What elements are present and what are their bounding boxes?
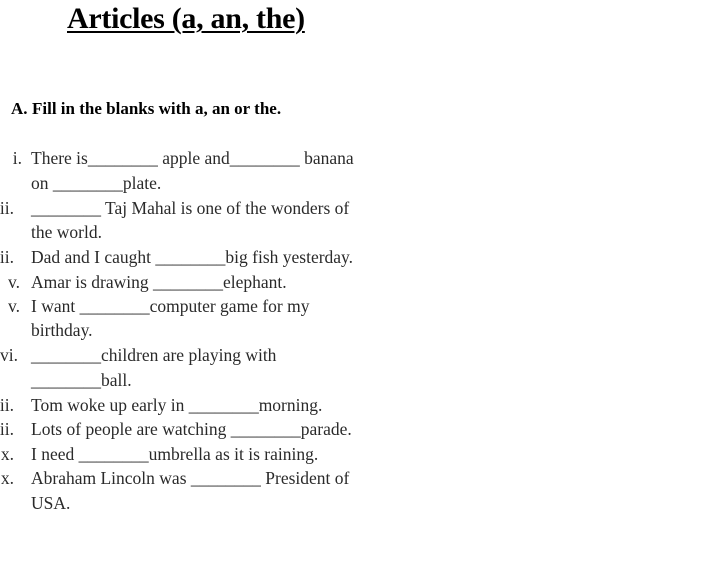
question-text: ________ Taj Mahal is one of the wonders of [31, 198, 350, 218]
question-text: Lots of people are watching ________parade. [31, 419, 352, 439]
section-letter: A. [11, 99, 28, 118]
question-number: ii. [0, 419, 14, 439]
question-number: v. [8, 272, 20, 292]
question-number: x. [0, 444, 14, 464]
section-instruction [11, 99, 281, 119]
question-number: ii. [0, 198, 14, 218]
question-text: Abraham Lincoln was ________ President of [31, 468, 350, 488]
page-title: Articles (a, an, the) [67, 2, 305, 35]
question-number: ii. [0, 395, 14, 415]
question-text: Tom woke up early in ________morning. [31, 395, 323, 415]
question-text: ________children are playing with [31, 345, 277, 365]
question-text: USA. [31, 493, 71, 513]
question-text: Amar is drawing ________elephant. [31, 272, 287, 292]
question-number: v. [8, 296, 20, 316]
question-text: ________ball. [31, 370, 132, 390]
question-text: on ________plate. [31, 173, 162, 193]
question-text: There is________ apple and________ banana [31, 148, 354, 168]
question-number: ii. [0, 247, 14, 267]
question-text: I want ________computer game for my [31, 296, 310, 316]
question-text: the world. [31, 222, 102, 242]
question-text: I need ________umbrella as it is raining. [31, 444, 319, 464]
question-number: i. [12, 148, 22, 168]
question-text: Dad and I caught ________big fish yesterday. [31, 247, 354, 267]
question-number: vi. [0, 345, 18, 365]
question-text: birthday. [31, 320, 93, 340]
instruction-text: Fill in the blanks with a, an or the. [32, 99, 282, 118]
question-number: x. [0, 468, 14, 488]
